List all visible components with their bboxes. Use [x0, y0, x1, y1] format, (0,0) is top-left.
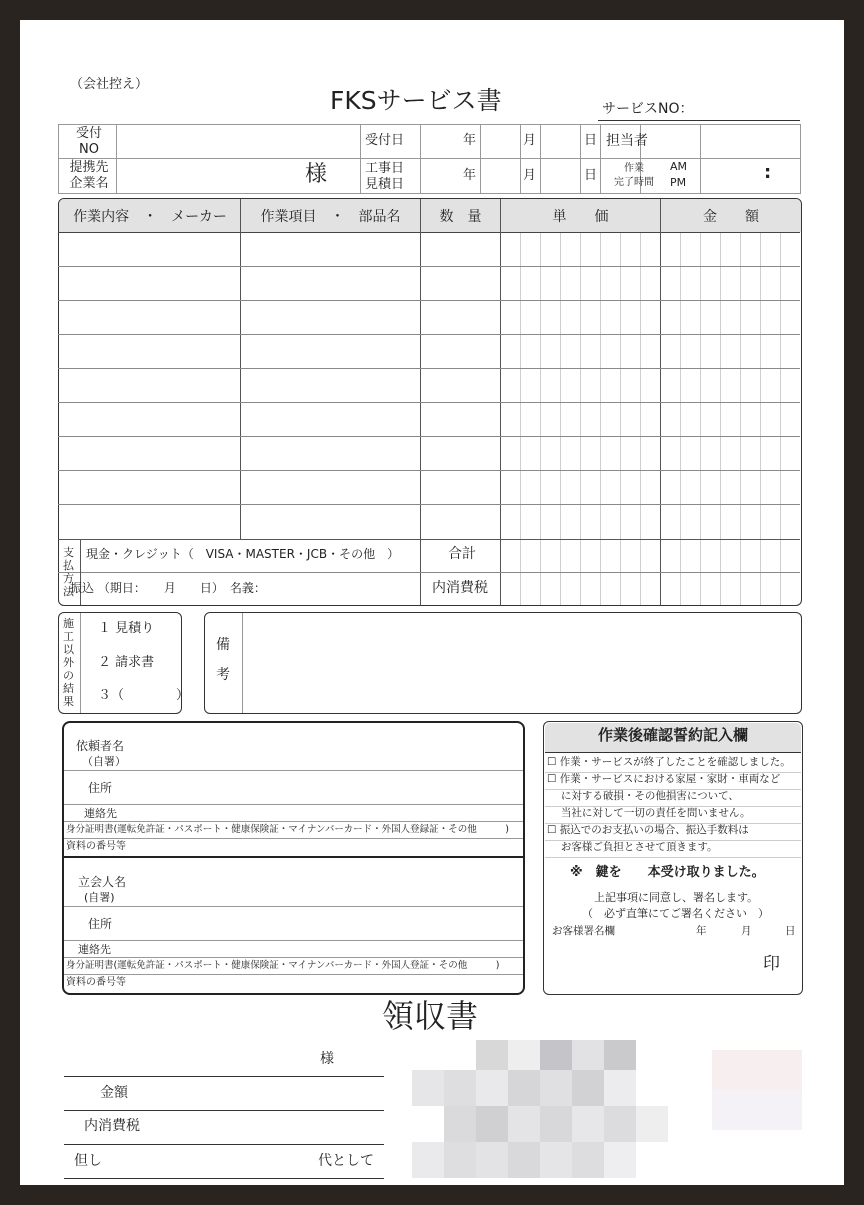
tax-label: 内消費税 [432, 580, 488, 596]
day-label-2: 日 [584, 168, 598, 183]
receipt-sama: 様 [320, 1051, 334, 1067]
am-label: AM [670, 160, 688, 173]
contact-label-2: 連絡先 [78, 943, 111, 956]
service-no-field[interactable] [598, 120, 800, 121]
receipt-daitoshite-label: 代として [318, 1153, 374, 1169]
day-label: 日 [584, 133, 598, 148]
month-label: 月 [523, 133, 537, 148]
payment-transfer-option[interactable]: 振込 （期日： 月 日） 名義： [70, 581, 266, 595]
result-option-other[interactable]: ３（ ） [98, 688, 190, 703]
col-header-unit-price: 単 価 [552, 209, 609, 225]
pm-label: PM [670, 176, 687, 189]
confirmation-title: 作業後確認誓約記入欄 [597, 726, 748, 744]
confirm-line-6: お客様ご負担とさせて頂きます。 [547, 841, 718, 853]
form-title: FKSサービス書 [330, 86, 502, 115]
id-number-label-2: 資料の番号等 [66, 977, 126, 988]
year-label-2: 年 [463, 168, 477, 183]
col-header-quantity: 数 量 [439, 209, 482, 225]
receipt-amount-label: 金額 [100, 1085, 128, 1101]
requester-label: 依頼者名 [76, 739, 125, 753]
address-field-2[interactable] [140, 908, 520, 938]
remarks-field[interactable] [244, 614, 800, 712]
payment-cash-option[interactable]: 現金・クレジット（ VISA・MASTER・JCB・その他 ） [86, 547, 400, 561]
witness-self-sign: (自署) [84, 891, 115, 904]
receipt-tax-label: 内消費税 [84, 1118, 140, 1134]
confirm-line-2[interactable]: ☐ 作業・サービスにおける家屋・家財・車両など [547, 773, 781, 785]
receipt-fields[interactable] [64, 1040, 384, 1178]
total-label: 合計 [448, 546, 476, 562]
contact-label: 連絡先 [84, 807, 117, 820]
result-option-invoice[interactable]: ２ 請求書 [98, 655, 155, 670]
id-document-label-2: 身分証明書(運転免許証・パスポート・健康保険証・マイナンバーカード・外国人登証・その他 ) [66, 960, 500, 971]
key-received-line: ※ 鍵を 本受け取りました。 [570, 865, 765, 880]
year-label: 年 [463, 133, 477, 148]
work-date-label: 工事日 見積日 [365, 161, 405, 192]
id-document-label: 身分証明書(運転免許証・パスポート・健康保険証・マイナンバーカード・外国人登録証・その他 ) [66, 824, 509, 835]
address-label: 住所 [88, 781, 113, 795]
id-number-label: 資料の番号等 [66, 841, 126, 852]
requester-self-sign: （自署） [82, 755, 126, 768]
honorific-sama: 様 [305, 162, 328, 187]
header-info-grid [58, 124, 800, 194]
reception-no-field[interactable] [118, 126, 358, 156]
agree-line: 上記事項に同意し、署名します。 [594, 891, 759, 904]
obscured-company-stamp [412, 1040, 804, 1185]
copy-label: （会社控え） [70, 77, 149, 92]
service-form-page [20, 20, 844, 1185]
receipt-tadashi-label: 但し [74, 1153, 102, 1169]
completion-time-label: 作業 完了時間 [614, 163, 654, 188]
reception-no-label: 受付 NO [75, 126, 102, 157]
month-label-2: 月 [523, 168, 537, 183]
handwrite-note: （ 必ず直筆にてご署名ください ） [582, 907, 769, 920]
receipt-title: 領収書 [382, 997, 479, 1035]
confirm-line-1[interactable]: ☐ 作業・サービスが終了したことを確認しました。 [547, 756, 791, 768]
payment-method-label: 支払方法 [63, 546, 74, 598]
col-header-amount: 金 額 [703, 209, 759, 225]
seal-mark: 印 [763, 954, 780, 974]
col-header-work-item: 作業項目 ・ 部品名 [260, 209, 401, 225]
work-item-rows[interactable] [60, 233, 800, 539]
sign-month: 月 [741, 925, 752, 937]
staff-label: 担当者 [606, 133, 648, 149]
result-label: 施工以外の結果 [63, 617, 74, 708]
customer-sign-label: お客様署名欄 [552, 925, 615, 937]
partner-company-label: 提携先 企業名 [69, 160, 109, 191]
staff-field[interactable] [702, 126, 798, 156]
witness-label: 立会人名 [78, 875, 127, 889]
remarks-label: 備 考 [216, 637, 230, 683]
sign-year: 年 [696, 925, 707, 937]
requester-field[interactable] [160, 732, 520, 768]
confirm-line-3: に対する破損・その他損害について、 [547, 790, 739, 802]
time-colon: : [764, 162, 772, 183]
sign-day: 日 [785, 925, 796, 937]
address-label-2: 住所 [88, 917, 113, 931]
witness-field[interactable] [160, 868, 520, 904]
confirm-line-5[interactable]: ☐ 振込でのお支払いの場合、振込手数料は [547, 824, 749, 836]
service-no-label: サービスNO： [602, 101, 694, 117]
customer-signature-field[interactable] [552, 940, 792, 988]
address-field[interactable] [140, 772, 520, 802]
col-header-work-content: 作業内容 ・ メーカー [73, 209, 227, 225]
confirm-line-4: 当社に対して一切の責任を問いません。 [547, 807, 751, 819]
reception-date-label: 受付日 [365, 133, 405, 148]
result-option-estimate[interactable]: １ 見積り [98, 621, 155, 636]
